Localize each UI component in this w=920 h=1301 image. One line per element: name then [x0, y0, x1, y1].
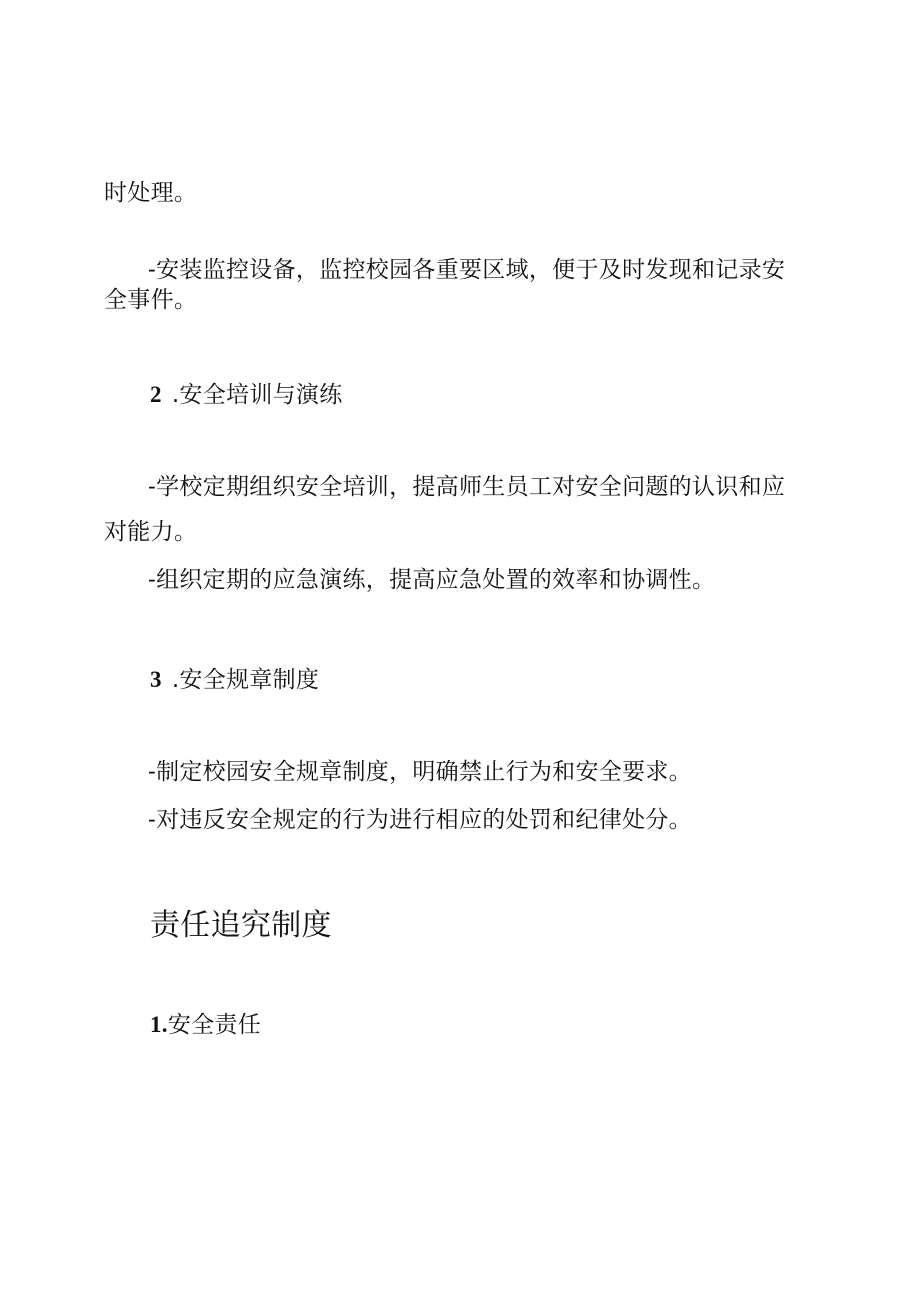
section-3-title: .安全规章制度 — [171, 667, 320, 693]
section-3-heading — [150, 665, 319, 695]
monitoring-item-line2: 全事件。 — [104, 287, 198, 313]
accountability-sub-1-heading — [150, 1010, 261, 1040]
section-3-number: 3 — [150, 667, 162, 692]
accountability-heading: 责任追究制度 — [150, 908, 332, 943]
section-2-heading — [150, 380, 343, 410]
section-2-title: .安全培训与演练 — [171, 382, 343, 408]
monitoring-item-line1: -安装监控设备，监控校园各重要区域，便于及时发现和记录安 — [148, 257, 786, 283]
accountability-sub-1-number: 1. — [150, 1012, 168, 1037]
paragraph-continuation: 时处理。 — [104, 180, 198, 206]
section-2-item-1-line1: -学校定期组织安全培训，提高师生员工对安全问题的认识和应 — [148, 474, 786, 500]
section-2-item-1-line2: 对能力。 — [104, 519, 198, 545]
section-3-item-1: -制定校园安全规章制度，明确禁止行为和安全要求。 — [148, 759, 692, 785]
section-3-item-2: -对违反安全规定的行为进行相应的处罚和纪律处分。 — [148, 807, 692, 833]
accountability-sub-1-title: 安全责任 — [167, 1012, 262, 1038]
section-2-item-2: -组织定期的应急演练，提高应急处置的效率和协调性。 — [148, 567, 716, 593]
section-2-number: 2 — [150, 382, 162, 407]
